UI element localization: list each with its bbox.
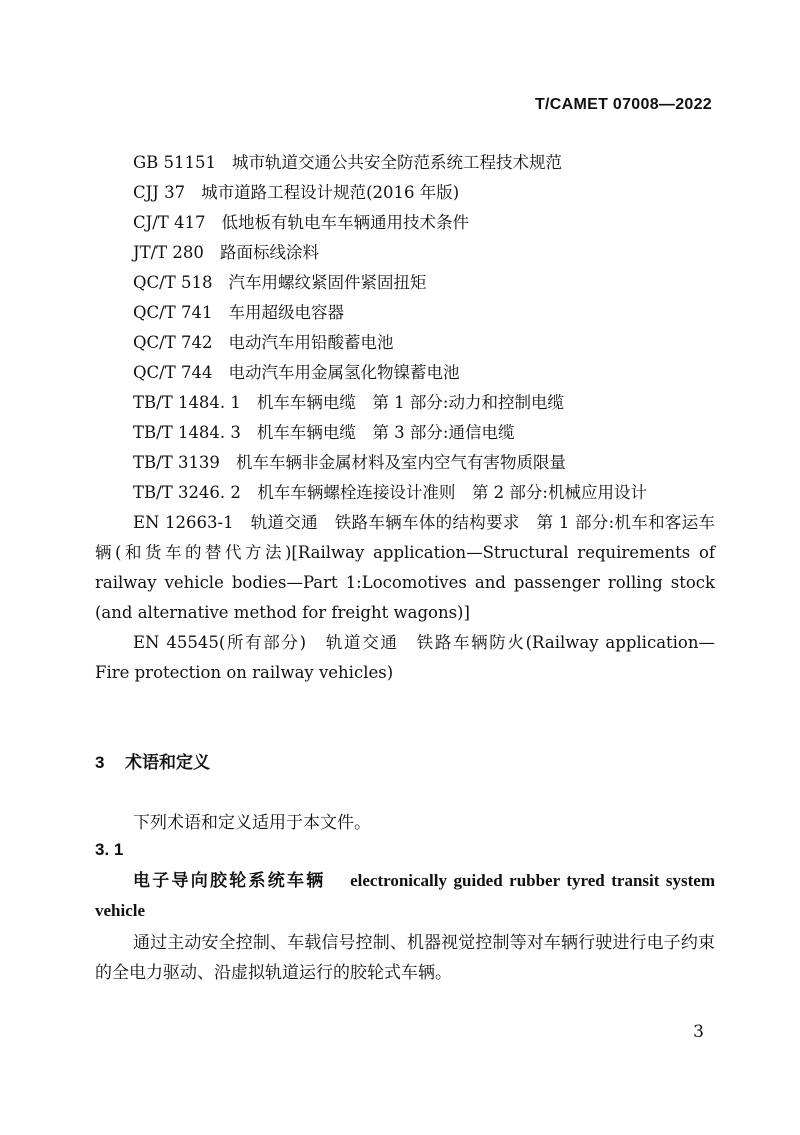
term-en: electronically guided rubber tyred transit system vehicle xyxy=(95,871,716,920)
reference-title: 机车车辆电缆 第 3 部分:通信电缆 xyxy=(256,423,515,442)
reference-title: 电动汽车用铅酸蓄电池 xyxy=(228,333,394,352)
reference-title: 路面标线涂料 xyxy=(219,243,319,262)
reference-title: 电动汽车用金属氢化物镍蓄电池 xyxy=(228,363,460,382)
reference-item xyxy=(95,238,715,268)
section-heading xyxy=(95,748,210,773)
term-heading xyxy=(95,866,715,926)
reference-code: EN 12663-1 xyxy=(133,513,234,532)
section-title: 术语和定义 xyxy=(125,753,210,772)
reference-item-long xyxy=(95,478,715,508)
reference-item xyxy=(95,388,715,418)
document-code: T/CAMET 07008—2022 xyxy=(534,96,712,113)
normative-references xyxy=(95,148,715,688)
reference-item xyxy=(95,418,715,448)
reference-title: 机车车辆非金属材料及室内空气有害物质限量 xyxy=(235,453,566,472)
reference-code: TB/T 1484. 1 xyxy=(133,393,241,412)
term-definition-text: 通过主动安全控制、车载信号控制、机器视觉控制等对车辆行驶进行电子约束的全电力驱动、沿虚拟轨道运行的胶轮式车辆。 xyxy=(95,933,715,983)
reference-title: 低地板有轨电车车辆通用技术条件 xyxy=(221,213,470,232)
reference-code: QC/T 741 xyxy=(133,303,213,322)
term-number: 3. 1 xyxy=(95,840,124,859)
reference-item xyxy=(95,208,715,238)
reference-code: JT/T 280 xyxy=(133,243,204,262)
reference-title: 城市轨道交通公共安全防范系统工程技术规范 xyxy=(232,153,563,172)
reference-code: QC/T 742 xyxy=(133,333,213,352)
page-number: 3 xyxy=(693,1022,704,1042)
section-intro: 下列术语和定义适用于本文件。 xyxy=(133,813,371,833)
reference-code: QC/T 744 xyxy=(133,363,213,382)
term-definition xyxy=(95,928,715,988)
reference-item-long xyxy=(95,508,715,628)
reference-item xyxy=(95,148,715,178)
reference-item xyxy=(95,448,715,478)
reference-title: 机车车辆螺栓连接设计准则 第 2 部分:机械应用设计 xyxy=(257,483,647,502)
reference-item-long xyxy=(95,628,715,688)
section-number: 3 xyxy=(95,753,105,772)
reference-code: CJJ 37 xyxy=(133,183,186,202)
reference-code: TB/T 1484. 3 xyxy=(133,423,241,442)
term-zh: 电子导向胶轮系统车辆 xyxy=(133,871,326,891)
reference-item xyxy=(95,328,715,358)
reference-title: 车用超级电容器 xyxy=(228,303,344,322)
reference-item xyxy=(95,298,715,328)
reference-item xyxy=(95,358,715,388)
reference-title: 机车车辆电缆 第 1 部分:动力和控制电缆 xyxy=(256,393,564,412)
reference-code: TB/T 3246. 2 xyxy=(133,483,241,502)
reference-code: EN 45545(所有部分) xyxy=(133,633,307,652)
reference-code: TB/T 3139 xyxy=(133,453,220,472)
reference-code: QC/T 518 xyxy=(133,273,213,292)
reference-title: 城市道路工程设计规范(2016 年版) xyxy=(201,183,460,202)
reference-code: CJ/T 417 xyxy=(133,213,206,232)
reference-item xyxy=(95,178,715,208)
reference-code: GB 51151 xyxy=(133,153,217,172)
reference-item xyxy=(95,268,715,298)
reference-title: 汽车用螺纹紧固件紧固扭矩 xyxy=(228,273,427,292)
reference-title: 轨道交通 铁路车辆防火(Railway application—Fire protection on railway vehicles) xyxy=(95,633,715,682)
reference-title: 轨道交通 铁路车辆车体的结构要求 第 1 部分:机车和客运车辆(和货车的替代方法)[Railway application—Structural requirements of railway vehicle bodies—Part 1:Locomotives and passenger rolling stock (and alternative method for freight wagons)] xyxy=(95,513,716,622)
